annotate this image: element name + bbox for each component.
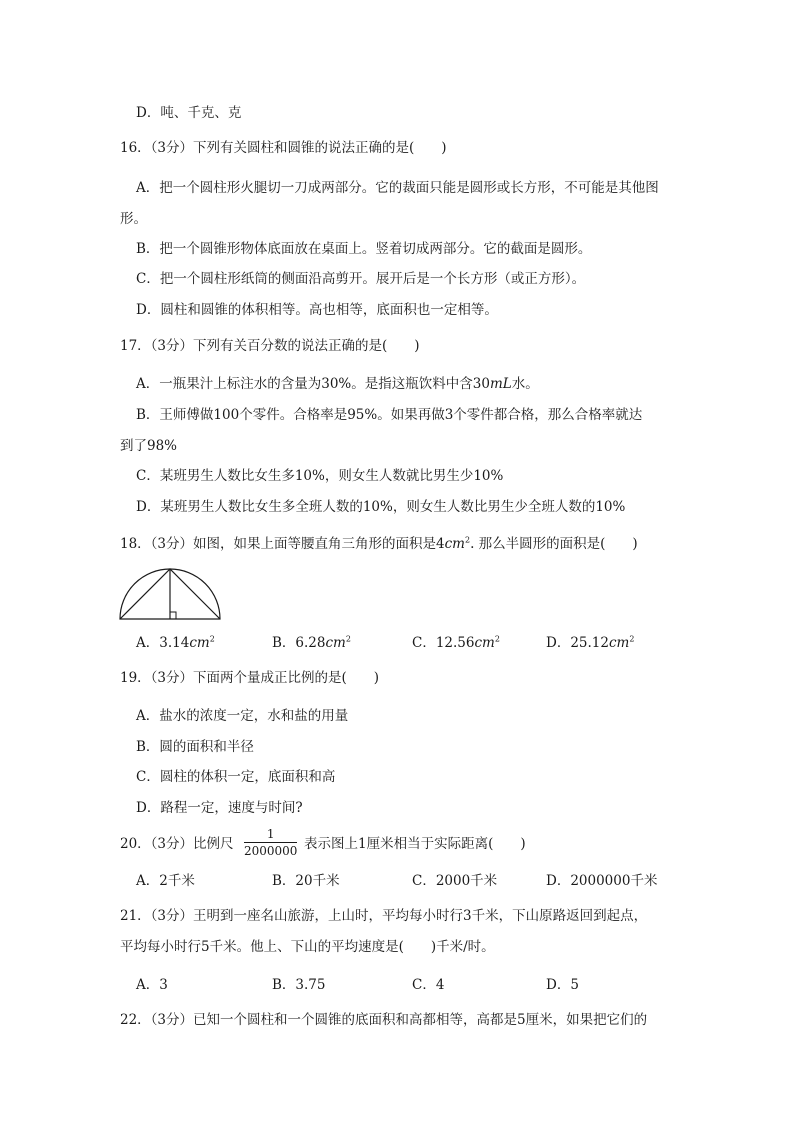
scale-fraction <box>244 827 297 858</box>
q20-tail: 表示图上1厘米相当于实际距离( ) <box>304 836 526 852</box>
q21-option-a: A．3 <box>136 977 168 993</box>
q18-option-d: D．$25.12cm^2$ <box>546 634 635 651</box>
q19-option-a: A．盐水的浓度一定，水和盐的用量 <box>136 708 349 724</box>
fraction-numerator: 1 <box>244 827 297 843</box>
q18-unit: cm <box>444 536 465 552</box>
question-16: 16．（3分）下列有关圆柱和圆锥的说法正确的是( ) <box>120 140 447 156</box>
right-angle-mark <box>170 612 176 619</box>
question-21-cont: 平均每小时行5千米。他上、下山的平均速度是( )千米/时。 <box>120 939 495 955</box>
q17-option-b: B．王师傅做100个零件。合格率是95%。如果再做3个零件都合格，那么合格率就达 <box>136 407 643 423</box>
q21-options-row <box>136 976 656 994</box>
q18-options-row <box>136 634 656 652</box>
question-21: 21．（3分）王明到一座名山旅游，上山时，平均每小时行3千米，下山原路返回到起点， <box>120 908 648 924</box>
q17a-tail: 水。 <box>511 376 539 392</box>
q15-option-d: D．吨、千克、克 <box>136 105 242 121</box>
q17-option-c: C．某班男生人数比女生多10%，则女生人数就比男生少10% <box>136 468 504 484</box>
q16-option-c: C．把一个圆柱形纸筒的侧面沿高剪开。展开后是一个长方形（或正方形）。 <box>136 271 586 287</box>
question-20 <box>120 835 234 853</box>
q18-option-b: B．$6.28cm^2$ <box>272 634 351 651</box>
q16-option-a: A．把一个圆柱形火腿切一刀成两部分。它的裁面只能是圆形或长方形，不可能是其他图 <box>136 180 659 196</box>
question-22: 22．（3分）已知一个圆柱和一个圆锥的底面积和高都相等，高都是5厘米，如果把它们的 <box>120 1012 648 1028</box>
q17-option-a <box>136 375 539 393</box>
q18-option-c: C．$12.56cm^2$ <box>412 634 500 651</box>
question-19: 19．（3分）下面两个量成正比例的是( ) <box>120 670 380 686</box>
q19-option-b: B．圆的面积和半径 <box>136 739 254 755</box>
q20-option-c: C．2000千米 <box>412 873 498 889</box>
q20-option-a: A．2千米 <box>136 873 195 889</box>
semicircle-triangle-figure <box>118 567 222 623</box>
q16-option-d: D．圆柱和圆锥的体积相等。高也相等，底面积也一定相等。 <box>136 302 498 318</box>
q18-option-a: A．$3.14cm^2$ <box>136 634 215 651</box>
q17-option-b-cont: 到了98% <box>120 438 178 454</box>
fraction-denominator: 2000000 <box>244 844 298 858</box>
q20-options-row <box>136 872 676 890</box>
q16-option-b: B．把一个圆锥形物体底面放在桌面上。竖着切成两部分。它的截面是圆形。 <box>136 241 592 257</box>
q19-option-c: C．圆柱的体积一定，底面积和高 <box>136 769 336 785</box>
q17-option-d: D．某班男生人数比女生多全班人数的10%，则女生人数比男生少全班人数的10% <box>136 499 626 515</box>
q18-tail: . 那么半圆形的面积是( ) <box>470 536 638 552</box>
q17a-unit: mL <box>489 376 512 392</box>
question-18 <box>120 535 638 553</box>
q21-option-c: C．4 <box>412 977 445 993</box>
q21-option-b: B．3.75 <box>272 977 326 993</box>
q20-text: 20．（3分）比例尺 <box>120 836 234 852</box>
q18-text: 18．（3分）如图，如果上面等腰直角三角形的面积是4 <box>120 536 445 552</box>
q18-exp: 2 <box>464 535 471 545</box>
q20-option-b: B．20千米 <box>272 873 340 889</box>
q20-option-d: D．2000000千米 <box>546 873 658 889</box>
q19-option-d: D．路程一定，速度与时间? <box>136 800 303 816</box>
q21-option-d: D．5 <box>546 977 579 993</box>
question-17: 17．（3分）下列有关百分数的说法正确的是( ) <box>120 338 420 354</box>
q17a-text: A．一瓶果汁上标注水的含量为30%。是指这瓶饮料中含30 <box>136 376 490 392</box>
q16-option-a-cont: 形。 <box>120 211 147 227</box>
